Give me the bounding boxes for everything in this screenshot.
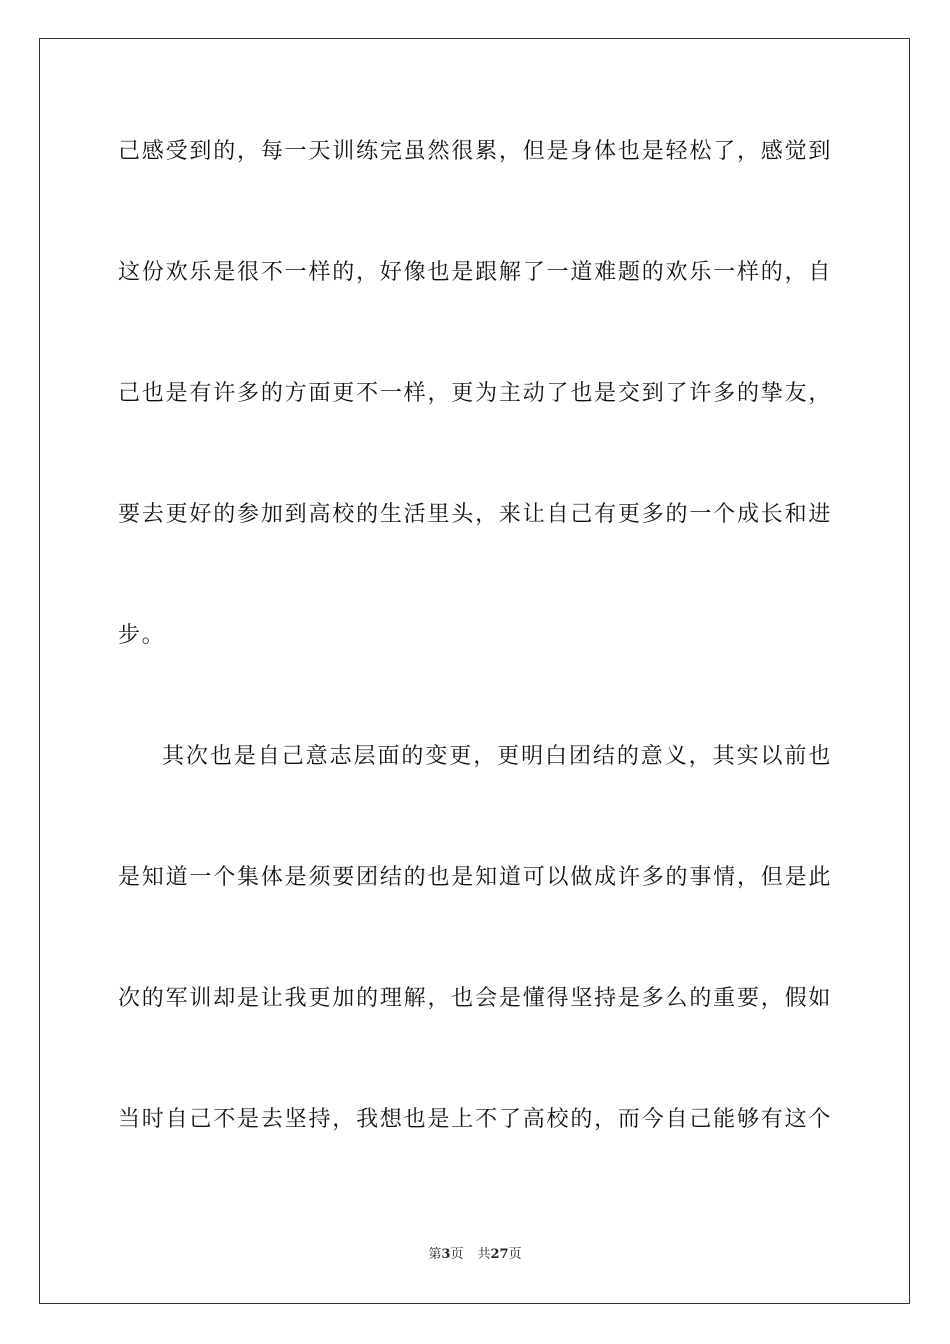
page-suffix: 页 [450,1247,464,1262]
body-line-7: 是知道一个集体是须要团结的也是知道可以做成许多的事情，但是此 [118,865,832,890]
total-suffix: 页 [508,1247,522,1262]
body-line-3: 己也是有许多的方面更不一样，更为主动了也是交到了许多的挚友， [118,381,832,406]
body-line-8: 次的军训却是让我更加的理解，也会是懂得坚持是多么的重要，假如 [118,986,832,1011]
total-prefix: 共 [477,1247,491,1262]
body-line-5: 步。 [118,623,166,648]
body-line-1: 己感受到的，每一天训练完虽然很累，但是身体也是轻松了，感觉到 [118,139,832,164]
body-line-2: 这份欢乐是很不一样的，好像也是跟解了一道难题的欢乐一样的，自 [118,260,832,285]
body-line-4: 要去更好的参加到高校的生活里头，来让自己有更多的一个成长和进 [118,502,832,527]
page-number: 3 [441,1247,451,1262]
page-prefix: 第 [428,1247,442,1262]
body-line-6: 其次也是自己意志层面的变更，更明白团结的意义，其实以前也 [162,744,832,769]
page-footer [0,1246,950,1264]
body-line-9: 当时自己不是去坚持，我想也是上不了高校的，而今自己能够有这个 [118,1107,832,1132]
total-pages: 27 [490,1247,509,1262]
